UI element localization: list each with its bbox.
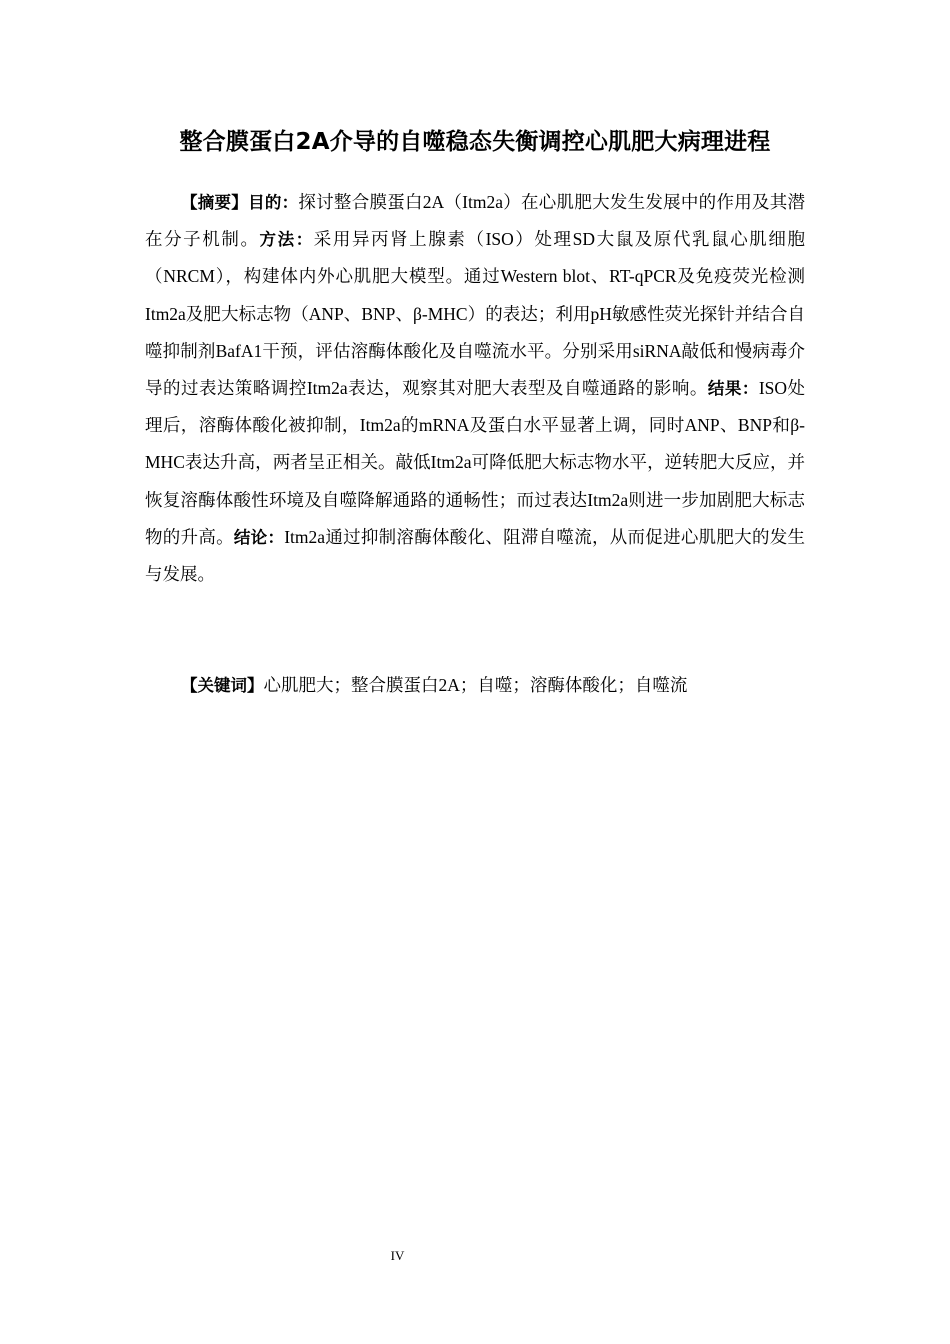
page-number: IV — [390, 1248, 405, 1263]
keywords-text: 心肌肥大；整合膜蛋白2A；自噬；溶酶体酸化；自噬流 — [263, 675, 688, 695]
objective-text: 探讨整合膜蛋白2A（Itm2a）在心肌肥大发生发展中的作用及其潜在分子机制。 — [145, 192, 806, 250]
keywords-label: 【关键词】 — [181, 676, 264, 695]
abstract-paragraph — [145, 184, 805, 593]
objective-label: 目的： — [248, 193, 299, 212]
methods-text: 采用异丙肾上腺素（ISO）处理SD大鼠及原代乳鼠心肌细胞（NRCM），构建体内外心肌肥大模型。通过Western blot、RT-qPCR及免疫荧光检测Itm2a及肥大标志物（ANP、BNP、β-MHC）的表达；利用pH敏感性荧光探针并结合自噬抑制剂BafA1干预，评估溶酶体酸化及自噬流水平。分别采用siRNA敲低和慢病毒介导的过表达策略调控Itm2a表达，观察其对肥大表型及自噬通路的影响。 — [145, 229, 805, 399]
abstract-label: 【摘要】 — [181, 193, 249, 212]
methods-label: 方法： — [259, 230, 314, 250]
results-label: 结果： — [707, 379, 759, 399]
conclusion-label: 结论： — [233, 527, 285, 547]
keywords-paragraph — [145, 667, 805, 704]
results-text: ISO处理后，溶酶体酸化被抑制，Itm2a的mRNA及蛋白水平显著上调，同时ANP、BNP和β-MHC表达升高，两者呈正相关。敲低Itm2a可降低肥大标志物水平，逆转肥大反应，并恢复溶酶体酸性环境及自噬降解通路的通畅性；而过表达Itm2a则进一步加剧肥大标志物的升高。 — [145, 378, 805, 547]
paper-title: 整合膜蛋白2A介导的自噬稳态失衡调控心肌肥大病理进程 — [179, 129, 771, 155]
conclusion-text: Itm2a通过抑制溶酶体酸化、阻滞自噬流，从而促进心肌肥大的发生与发展。 — [145, 526, 806, 585]
